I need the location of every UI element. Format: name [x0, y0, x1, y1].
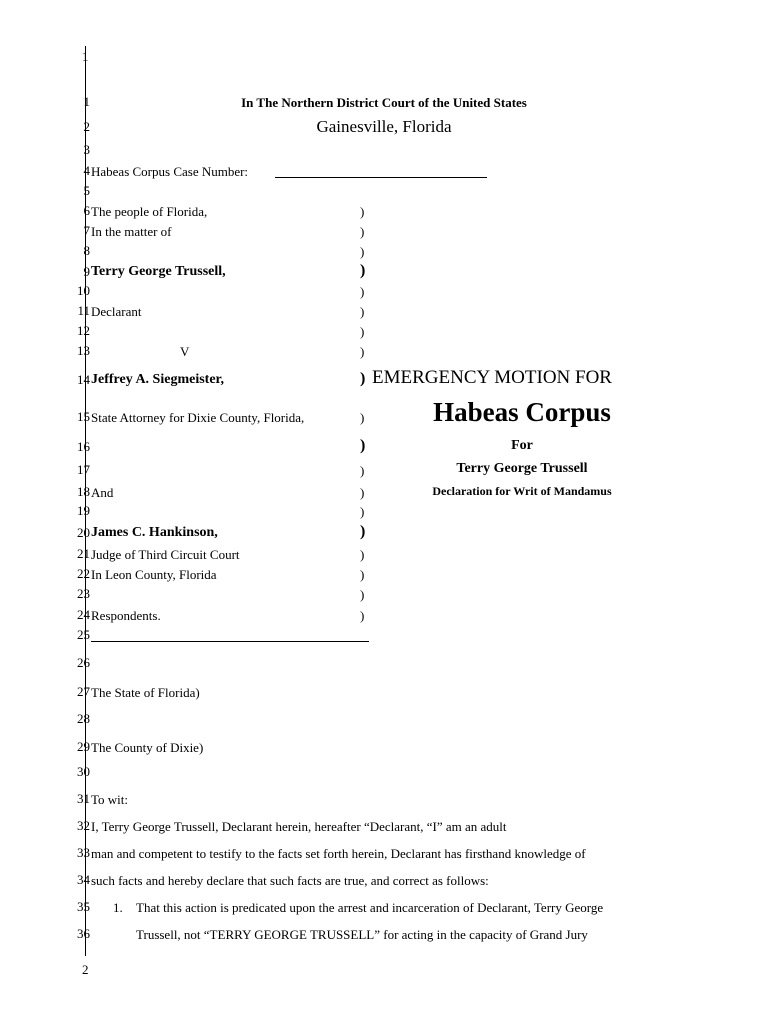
motion-petitioner: Terry George Trussell	[456, 461, 588, 476]
caption-and: And	[91, 485, 114, 500]
caption-paren: )	[360, 370, 366, 387]
body-line: such facts and hereby declare that such facts are true, and correct as follows:	[91, 873, 489, 888]
caption-paren: )	[360, 437, 366, 454]
line-number: 13	[77, 343, 90, 358]
caption-paren: )	[360, 608, 365, 623]
case-number-label: Habeas Corpus Case Number:	[91, 164, 249, 179]
line-number: 1	[83, 94, 90, 109]
line-number: 18	[77, 484, 90, 499]
line-number: 29	[77, 739, 90, 754]
caption-paren: )	[360, 304, 365, 319]
caption-paren: )	[360, 204, 365, 219]
caption-paren: )	[360, 284, 365, 299]
line-number: 14	[77, 372, 90, 387]
line-number: 26	[77, 655, 90, 670]
body-line: man and competent to testify to the facts set forth herein, Declarant has firsthand knowledge of	[91, 846, 586, 861]
motion-for: For	[511, 438, 533, 453]
caption-paren: )	[360, 262, 366, 279]
line-number: 16	[77, 439, 90, 454]
caption-paren: )	[360, 504, 365, 519]
line-number: 10	[77, 283, 90, 298]
caption-paren: )	[360, 567, 365, 582]
line-number: 23	[77, 586, 90, 601]
caption-paren: )	[360, 410, 365, 425]
line-number: 8	[83, 243, 90, 258]
caption-paren: )	[360, 523, 366, 540]
line-number: 20	[77, 525, 90, 540]
line-number: 22	[77, 566, 90, 581]
line-number: 27	[77, 684, 90, 699]
caption-paren: )	[360, 547, 365, 562]
line-number: 25	[77, 627, 90, 642]
respondent1-name: Jeffrey A. Siegmeister,	[91, 372, 224, 387]
line-number: 11	[77, 303, 90, 318]
line-number: 3	[83, 142, 90, 157]
line-number: 19	[77, 503, 90, 518]
case-number-blank	[275, 177, 487, 178]
caption-paren: )	[360, 224, 365, 239]
page-number-top: 1	[82, 49, 89, 64]
line-number: 12	[77, 323, 90, 338]
line-number: 31	[77, 791, 90, 806]
motion-subject: Habeas Corpus	[433, 397, 611, 427]
caption-people: The people of Florida,	[91, 204, 208, 219]
caption-paren: )	[360, 324, 365, 339]
to-wit: To wit:	[91, 792, 129, 807]
line-number: 15	[77, 409, 90, 424]
line-number: 30	[77, 764, 90, 779]
venue-county: The County of Dixie)	[91, 740, 204, 755]
caption-bottom-rule	[91, 641, 369, 642]
motion-declaration: Declaration for Writ of Mandamus	[432, 484, 612, 498]
line-number: 4	[83, 163, 90, 178]
caption-paren: )	[360, 463, 365, 478]
line-number: 24	[77, 607, 90, 622]
caption-paren: )	[360, 244, 365, 259]
list-item-line: Trussell, not “TERRY GEORGE TRUSSELL” for acting in the capacity of Grand Jury	[136, 927, 588, 942]
respondent2-title-1: Judge of Third Circuit Court	[91, 547, 240, 562]
line-number: 35	[77, 899, 90, 914]
line-number: 34	[77, 872, 90, 887]
respondent2-name: James C. Hankinson,	[91, 525, 218, 540]
venue-state: The State of Florida)	[91, 685, 200, 700]
line-number: 32	[77, 818, 90, 833]
caption-matter: In the matter of	[91, 224, 172, 239]
caption-paren: )	[360, 344, 365, 359]
caption-paren: )	[360, 485, 365, 500]
court-location: Gainesville, Florida	[316, 117, 452, 136]
line-number: 28	[77, 711, 90, 726]
respondent1-title: State Attorney for Dixie County, Florida,	[91, 410, 305, 425]
line-number: 5	[83, 183, 90, 198]
line-number: 6	[83, 203, 90, 218]
respondents-label: Respondents.	[91, 608, 161, 623]
line-number: 33	[77, 845, 90, 860]
versus: V	[180, 344, 190, 359]
line-number: 21	[77, 546, 90, 561]
list-item-line: That this action is predicated upon the arrest and incarceration of Declarant, Terry George	[136, 900, 604, 915]
line-number: 17	[77, 462, 90, 477]
body-line: I, Terry George Trussell, Declarant herein, hereafter “Declarant, “I” am an adult	[91, 819, 507, 834]
court-heading: In The Northern District Court of the United States	[241, 95, 527, 110]
line-number: 36	[77, 926, 90, 941]
declarant-name: Terry George Trussell,	[91, 264, 226, 279]
line-number: 7	[83, 223, 90, 238]
line-number: 2	[83, 119, 90, 134]
page-number-bottom: 2	[82, 962, 89, 977]
caption-paren: )	[360, 587, 365, 602]
list-item-number: 1.	[113, 900, 123, 915]
declarant-role: Declarant	[91, 304, 142, 319]
motion-title: EMERGENCY MOTION FOR	[372, 367, 612, 388]
respondent2-title-2: In Leon County, Florida	[91, 567, 217, 582]
line-number: 9	[83, 264, 90, 279]
